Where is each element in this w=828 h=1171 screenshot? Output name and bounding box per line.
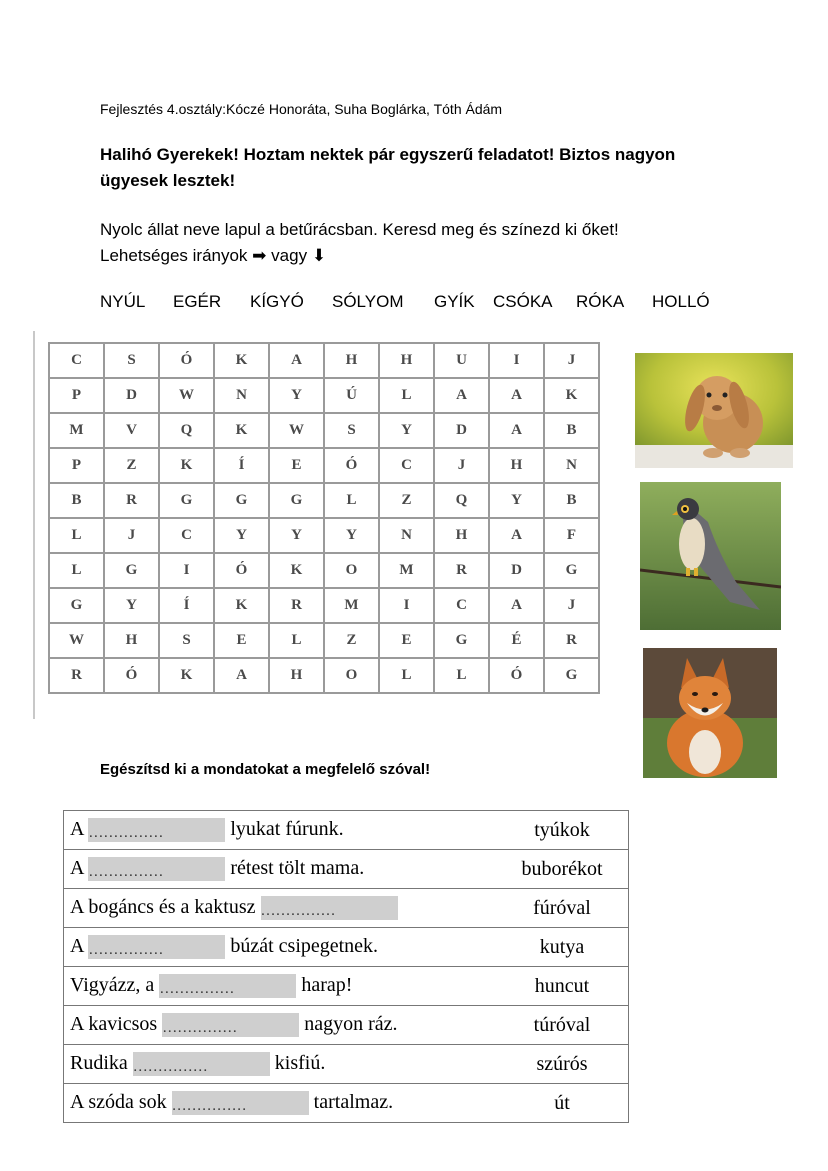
grid-row xyxy=(49,623,599,658)
grid-cell[interactable]: A xyxy=(214,658,269,693)
sentence-row xyxy=(64,1045,629,1084)
grid-row xyxy=(49,378,599,413)
word-item: EGÉR xyxy=(173,292,222,311)
grid-cell[interactable]: L xyxy=(324,483,379,518)
grid-cell[interactable]: Í xyxy=(214,448,269,483)
sentence-after: rétest tölt mama. xyxy=(230,856,365,879)
grid-cell[interactable]: Y xyxy=(489,483,544,518)
grid-cell[interactable]: G xyxy=(49,588,104,623)
grid-cell[interactable]: V xyxy=(104,413,159,448)
grid-cell[interactable]: C xyxy=(49,343,104,378)
grid-cell[interactable]: N xyxy=(379,518,434,553)
arrow-right-icon: ➡ xyxy=(252,246,267,265)
grid-cell[interactable]: L xyxy=(49,553,104,588)
grid-cell[interactable]: K xyxy=(159,658,214,693)
grid-row xyxy=(49,588,599,623)
blank-field[interactable]: …………… xyxy=(261,896,398,920)
word-item: SÓLYOM xyxy=(332,292,404,311)
sentence-cell xyxy=(64,1006,497,1045)
grid-cell[interactable]: G xyxy=(269,483,324,518)
answer-word: tyúkok xyxy=(496,811,629,850)
grid-cell[interactable]: B xyxy=(49,483,104,518)
sentence-table xyxy=(63,810,629,1123)
blank-field[interactable]: …………… xyxy=(88,857,225,881)
sentence-cell xyxy=(64,1084,497,1123)
grid-cell[interactable]: L xyxy=(379,658,434,693)
blank-field[interactable]: …………… xyxy=(159,974,296,998)
grid-cell[interactable]: L xyxy=(49,518,104,553)
falcon-photo xyxy=(640,482,781,630)
grid-cell[interactable]: Z xyxy=(379,483,434,518)
grid-cell[interactable]: D xyxy=(104,378,159,413)
grid-cell[interactable]: D xyxy=(489,553,544,588)
blank-field[interactable]: …………… xyxy=(133,1052,270,1076)
blank-field[interactable]: …………… xyxy=(88,818,225,842)
rabbit-photo xyxy=(635,353,793,468)
grid-cell[interactable]: Y xyxy=(324,518,379,553)
sentence-row xyxy=(64,1006,629,1045)
sentence-cell xyxy=(64,967,497,1006)
grid-cell[interactable]: G xyxy=(544,553,599,588)
sentence-after: nagyon ráz. xyxy=(304,1012,398,1035)
grid-cell[interactable]: S xyxy=(324,413,379,448)
grid-cell[interactable]: Q xyxy=(434,483,489,518)
grid-cell[interactable]: Y xyxy=(269,518,324,553)
grid-cell[interactable]: K xyxy=(159,448,214,483)
grid-cell[interactable]: W xyxy=(159,378,214,413)
grid-cell[interactable]: O xyxy=(324,658,379,693)
grid-cell[interactable]: F xyxy=(544,518,599,553)
sentence-after: kisfiú. xyxy=(274,1051,326,1074)
grid-cell[interactable]: H xyxy=(379,343,434,378)
grid-cell[interactable]: R xyxy=(434,553,489,588)
grid-cell[interactable]: O xyxy=(324,553,379,588)
instruction-line-1: Nyolc állat neve lapul a betűrácsban. Keresd meg és színezd ki őket! xyxy=(100,220,619,239)
grid-cell[interactable]: H xyxy=(489,448,544,483)
grid-cell[interactable]: K xyxy=(214,588,269,623)
grid-cell[interactable]: K xyxy=(544,378,599,413)
answer-word: kutya xyxy=(496,928,629,967)
grid-cell[interactable]: Q xyxy=(159,413,214,448)
grid-cell[interactable]: Ó xyxy=(324,448,379,483)
grid-cell[interactable]: H xyxy=(434,518,489,553)
grid-cell[interactable]: C xyxy=(379,448,434,483)
grid-cell[interactable]: A xyxy=(434,378,489,413)
grid-cell[interactable]: Ó xyxy=(214,553,269,588)
grid-cell[interactable]: A xyxy=(489,413,544,448)
instruction-line-2 xyxy=(100,243,740,269)
arrow-down-icon: ⬇ xyxy=(311,246,327,265)
sentence-before: A xyxy=(70,817,84,840)
grid-cell[interactable]: I xyxy=(489,343,544,378)
grid-cell[interactable]: A xyxy=(269,343,324,378)
word-item: GYÍK xyxy=(434,292,475,311)
sentence-before: Rudika xyxy=(70,1051,128,1074)
grid-cell[interactable]: H xyxy=(104,623,159,658)
grid-cell[interactable]: J xyxy=(544,588,599,623)
grid-row xyxy=(49,553,599,588)
sentence-before: Vigyázz, a xyxy=(70,973,155,996)
sentence-cell xyxy=(64,1045,497,1084)
sentence-cell xyxy=(64,850,497,889)
grid-cell[interactable]: J xyxy=(434,448,489,483)
grid-cell[interactable]: L xyxy=(269,623,324,658)
grid-cell[interactable]: G xyxy=(434,623,489,658)
word-list xyxy=(100,292,740,316)
grid-row xyxy=(49,413,599,448)
page-header: Fejlesztés 4.osztály:Kóczé Honoráta, Suha Boglárka, Tóth Ádám xyxy=(100,101,503,117)
grid-cell[interactable]: L xyxy=(434,658,489,693)
sentence-cell xyxy=(64,811,497,850)
grid-cell[interactable]: N xyxy=(544,448,599,483)
blank-field[interactable]: …………… xyxy=(88,935,225,959)
sentence-after: búzát csipegetnek. xyxy=(230,934,379,957)
grid-cell[interactable]: U xyxy=(434,343,489,378)
grid-cell[interactable]: K xyxy=(214,343,269,378)
grid-cell[interactable]: R xyxy=(49,658,104,693)
answer-word: huncut xyxy=(496,967,629,1006)
grid-cell[interactable]: H xyxy=(269,658,324,693)
sentence-before: A bogáncs és a kaktusz xyxy=(70,895,256,918)
grid-cell[interactable]: Y xyxy=(269,378,324,413)
sentence-row xyxy=(64,967,629,1006)
grid-cell[interactable]: G xyxy=(159,483,214,518)
grid-row xyxy=(49,483,599,518)
grid-cell[interactable]: M xyxy=(324,588,379,623)
grid-cell[interactable]: L xyxy=(379,378,434,413)
fox-photo xyxy=(643,648,777,778)
sentence-cell xyxy=(64,889,497,928)
sentence-cell xyxy=(64,928,497,967)
grid-cell[interactable]: R xyxy=(269,588,324,623)
or-label: vagy xyxy=(271,246,308,265)
sentence-row xyxy=(64,811,629,850)
grid-cell[interactable]: P xyxy=(49,378,104,413)
grid-cell[interactable]: W xyxy=(49,623,104,658)
grid-cell[interactable]: C xyxy=(159,518,214,553)
grid-cell[interactable]: A xyxy=(489,588,544,623)
grid-cell[interactable]: Ó xyxy=(159,343,214,378)
grid-cell[interactable]: N xyxy=(214,378,269,413)
sentence-after: harap! xyxy=(301,973,353,996)
grid-cell[interactable]: Í xyxy=(159,588,214,623)
word-item: KÍGYÓ xyxy=(250,292,304,311)
answer-word: út xyxy=(496,1084,629,1123)
grid-cell[interactable]: Ó xyxy=(104,658,159,693)
directions-label: Lehetséges irányok xyxy=(100,246,248,265)
sentence-before: A xyxy=(70,856,84,879)
grid-cell[interactable]: É xyxy=(489,623,544,658)
grid-cell[interactable]: Ó xyxy=(489,658,544,693)
word-item: RÓKA xyxy=(576,292,625,311)
grid-row xyxy=(49,658,599,693)
grid-row xyxy=(49,518,599,553)
instruction-block xyxy=(100,217,740,269)
sentence-row xyxy=(64,928,629,967)
grid-cell[interactable]: Y xyxy=(104,588,159,623)
grid-cell[interactable]: J xyxy=(104,518,159,553)
sentence-row xyxy=(64,850,629,889)
section-2-title: Egészítsd ki a mondatokat a megfelelő szóval! xyxy=(100,761,431,778)
grid-cell[interactable]: B xyxy=(544,483,599,518)
grid-cell[interactable]: Z xyxy=(104,448,159,483)
grid-cell[interactable]: Y xyxy=(214,518,269,553)
sentence-before: A xyxy=(70,934,84,957)
grid-cell[interactable]: H xyxy=(324,343,379,378)
answer-word: szúrós xyxy=(496,1045,629,1084)
answer-word: túróval xyxy=(496,1006,629,1045)
word-item: NYÚL xyxy=(100,292,146,311)
sentence-after: lyukat fúrunk. xyxy=(230,817,344,840)
grid-cell[interactable]: D xyxy=(434,413,489,448)
grid-cell[interactable]: G xyxy=(544,658,599,693)
grid-cell[interactable]: E xyxy=(269,448,324,483)
grid-cell[interactable]: R xyxy=(544,623,599,658)
grid-cell[interactable]: K xyxy=(214,413,269,448)
grid-row xyxy=(49,343,599,378)
grid-cell[interactable]: Y xyxy=(379,413,434,448)
answer-word: buborékot xyxy=(496,850,629,889)
grid-cell[interactable]: M xyxy=(379,553,434,588)
grid-cell[interactable]: C xyxy=(434,588,489,623)
grid-cell[interactable]: E xyxy=(214,623,269,658)
grid-cell[interactable]: S xyxy=(104,343,159,378)
grid-cell[interactable]: P xyxy=(49,448,104,483)
grid-cell[interactable]: B xyxy=(544,413,599,448)
margin-line xyxy=(33,331,35,719)
blank-field[interactable]: …………… xyxy=(162,1013,299,1037)
word-item: CSÓKA xyxy=(493,292,553,311)
grid-cell[interactable]: E xyxy=(379,623,434,658)
word-item: HOLLÓ xyxy=(652,292,710,311)
grid-cell[interactable]: Ú xyxy=(324,378,379,413)
grid-cell[interactable]: A xyxy=(489,518,544,553)
sentence-row xyxy=(64,889,629,928)
grid-cell[interactable]: W xyxy=(269,413,324,448)
grid-cell[interactable]: S xyxy=(159,623,214,658)
sentence-row xyxy=(64,1084,629,1123)
grid-cell[interactable]: G xyxy=(214,483,269,518)
answer-word: fúróval xyxy=(496,889,629,928)
grid-cell[interactable]: G xyxy=(104,553,159,588)
grid-cell[interactable]: I xyxy=(159,553,214,588)
grid-cell[interactable]: M xyxy=(49,413,104,448)
sentence-before: A kavicsos xyxy=(70,1012,158,1035)
sentence-before: A szóda sok xyxy=(70,1090,167,1113)
grid-cell[interactable]: J xyxy=(544,343,599,378)
grid-row xyxy=(49,448,599,483)
sentence-after: tartalmaz. xyxy=(313,1090,394,1113)
grid-cell[interactable]: I xyxy=(379,588,434,623)
grid-cell[interactable]: Z xyxy=(324,623,379,658)
letter-grid xyxy=(48,342,600,694)
intro-text: Halihó Gyerekek! Hoztam nektek pár egyszerű feladatot! Biztos nagyon ügyesek lesztek! xyxy=(100,145,676,190)
grid-cell[interactable]: K xyxy=(269,553,324,588)
grid-cell[interactable]: A xyxy=(489,378,544,413)
grid-cell[interactable]: R xyxy=(104,483,159,518)
blank-field[interactable]: …………… xyxy=(172,1091,309,1115)
